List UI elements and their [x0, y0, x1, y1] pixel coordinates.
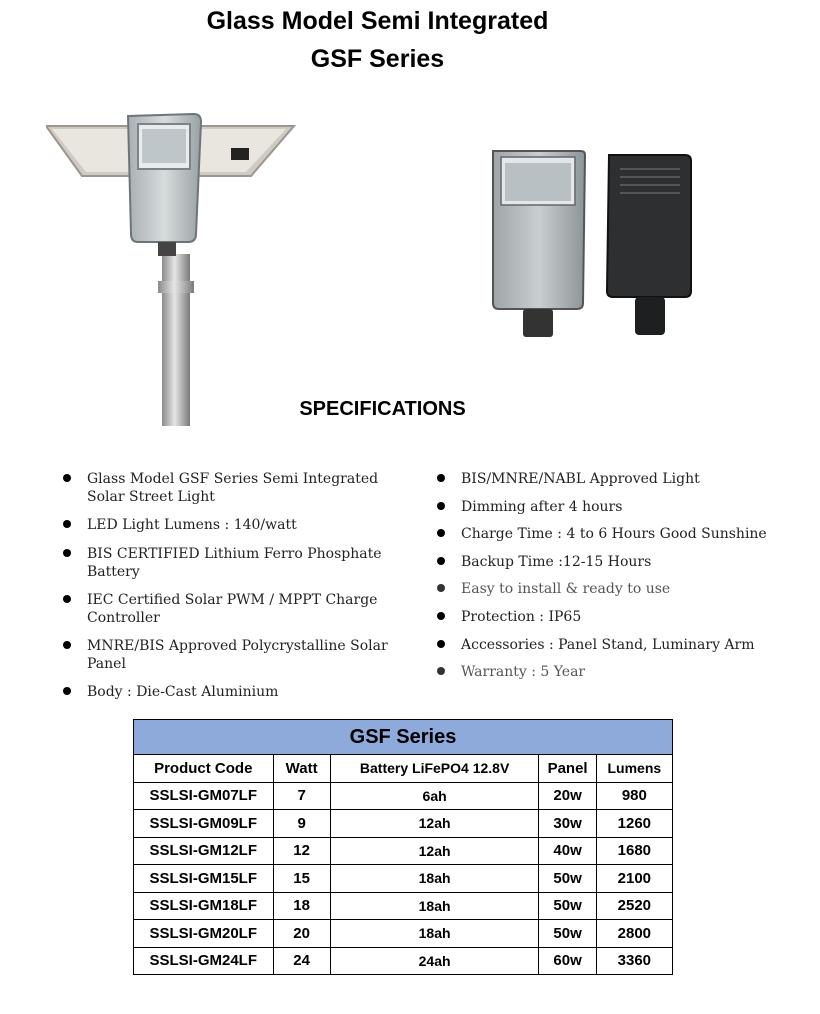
- cell: 7: [273, 782, 330, 810]
- table-row: [134, 865, 673, 893]
- cell: 60w: [539, 947, 596, 975]
- list-item: MNRE/BIS Approved Polycrystalline Solar Panel: [62, 637, 412, 673]
- list-item: Protection : IP65: [436, 608, 796, 626]
- cell: 18: [273, 892, 330, 920]
- bullet-icon: [63, 641, 71, 649]
- cell: SSLSI-GM18LF: [134, 892, 274, 920]
- cell: 18ah: [330, 892, 539, 920]
- cell: 12ah: [330, 810, 539, 838]
- cell: 1680: [596, 837, 672, 865]
- cell: SSLSI-GM09LF: [134, 810, 274, 838]
- list-item: Easy to install & ready to use: [436, 580, 796, 598]
- bullet-icon: [63, 474, 71, 482]
- bullet-icon: [437, 502, 445, 510]
- cell: 6ah: [330, 782, 539, 810]
- bullet-icon: [437, 612, 445, 620]
- cell: SSLSI-GM24LF: [134, 947, 274, 975]
- cell: 50w: [539, 920, 596, 948]
- list-item: LED Light Lumens : 140/watt: [62, 516, 412, 534]
- list-item: Charge Time : 4 to 6 Hours Good Sunshine: [436, 525, 796, 543]
- list-item: IEC Certified Solar PWM / MPPT Charge Controller: [62, 591, 412, 627]
- list-item: Dimming after 4 hours: [436, 498, 796, 516]
- cell: 2800: [596, 920, 672, 948]
- column-header: Watt: [273, 755, 330, 783]
- fixture-pair-image: [485, 145, 700, 340]
- page-subtitle: GSF Series: [310, 45, 445, 73]
- column-header: Battery LiFePO4 12.8V: [330, 755, 539, 783]
- list-item: BIS/MNRE/NABL Approved Light: [436, 470, 796, 488]
- table-row: [134, 810, 673, 838]
- table-row: [134, 837, 673, 865]
- list-item: Warranty : 5 Year: [436, 663, 796, 681]
- cell: 1260: [596, 810, 672, 838]
- table-row: [134, 892, 673, 920]
- table-row: [134, 782, 673, 810]
- bullet-icon: [437, 584, 445, 592]
- cell: 18ah: [330, 865, 539, 893]
- gsf-series-table: [133, 719, 673, 975]
- cell: 24: [273, 947, 330, 975]
- table-header-row: [134, 755, 673, 783]
- cell: 40w: [539, 837, 596, 865]
- bullet-icon: [437, 529, 445, 537]
- cell: 2100: [596, 865, 672, 893]
- list-item: BIS CERTIFIED Lithium Ferro Phosphate Battery: [62, 545, 412, 581]
- list-item: Accessories : Panel Stand, Luminary Arm: [436, 636, 796, 654]
- left-specs-list: [62, 470, 412, 711]
- bullet-icon: [63, 595, 71, 603]
- page-title: Glass Model Semi Integrated: [206, 7, 549, 35]
- list-item: Glass Model GSF Series Semi Integrated Solar Street Light: [62, 470, 412, 506]
- cell: 3360: [596, 947, 672, 975]
- bullet-icon: [437, 557, 445, 565]
- bullet-icon: [437, 474, 445, 482]
- list-item: Body : Die-Cast Aluminium: [62, 683, 412, 701]
- table-row: [134, 920, 673, 948]
- column-header: Panel: [539, 755, 596, 783]
- cell: SSLSI-GM07LF: [134, 782, 274, 810]
- cell: 980: [596, 782, 672, 810]
- bullet-icon: [63, 549, 71, 557]
- bullet-icon: [63, 520, 71, 528]
- cell: 18ah: [330, 920, 539, 948]
- cell: 12ah: [330, 837, 539, 865]
- bullet-icon: [63, 687, 71, 695]
- cell: 24ah: [330, 947, 539, 975]
- column-header: Product Code: [134, 755, 274, 783]
- table-row: [134, 947, 673, 975]
- cell: 20: [273, 920, 330, 948]
- right-specs-list: [436, 470, 796, 691]
- cell: 12: [273, 837, 330, 865]
- column-header: Lumens: [596, 755, 672, 783]
- cell: 9: [273, 810, 330, 838]
- cell: SSLSI-GM15LF: [134, 865, 274, 893]
- bullet-icon: [437, 640, 445, 648]
- pole-mounted-light-image: [46, 96, 296, 426]
- cell: 15: [273, 865, 330, 893]
- cell: 20w: [539, 782, 596, 810]
- specifications-heading: SPECIFICATIONS: [299, 398, 466, 420]
- cell: 30w: [539, 810, 596, 838]
- cell: 2520: [596, 892, 672, 920]
- cell: SSLSI-GM20LF: [134, 920, 274, 948]
- list-item: Backup Time :12-15 Hours: [436, 553, 796, 571]
- bullet-icon: [437, 667, 445, 675]
- cell: 50w: [539, 892, 596, 920]
- table-title: GSF Series: [134, 720, 673, 755]
- cell: SSLSI-GM12LF: [134, 837, 274, 865]
- cell: 50w: [539, 865, 596, 893]
